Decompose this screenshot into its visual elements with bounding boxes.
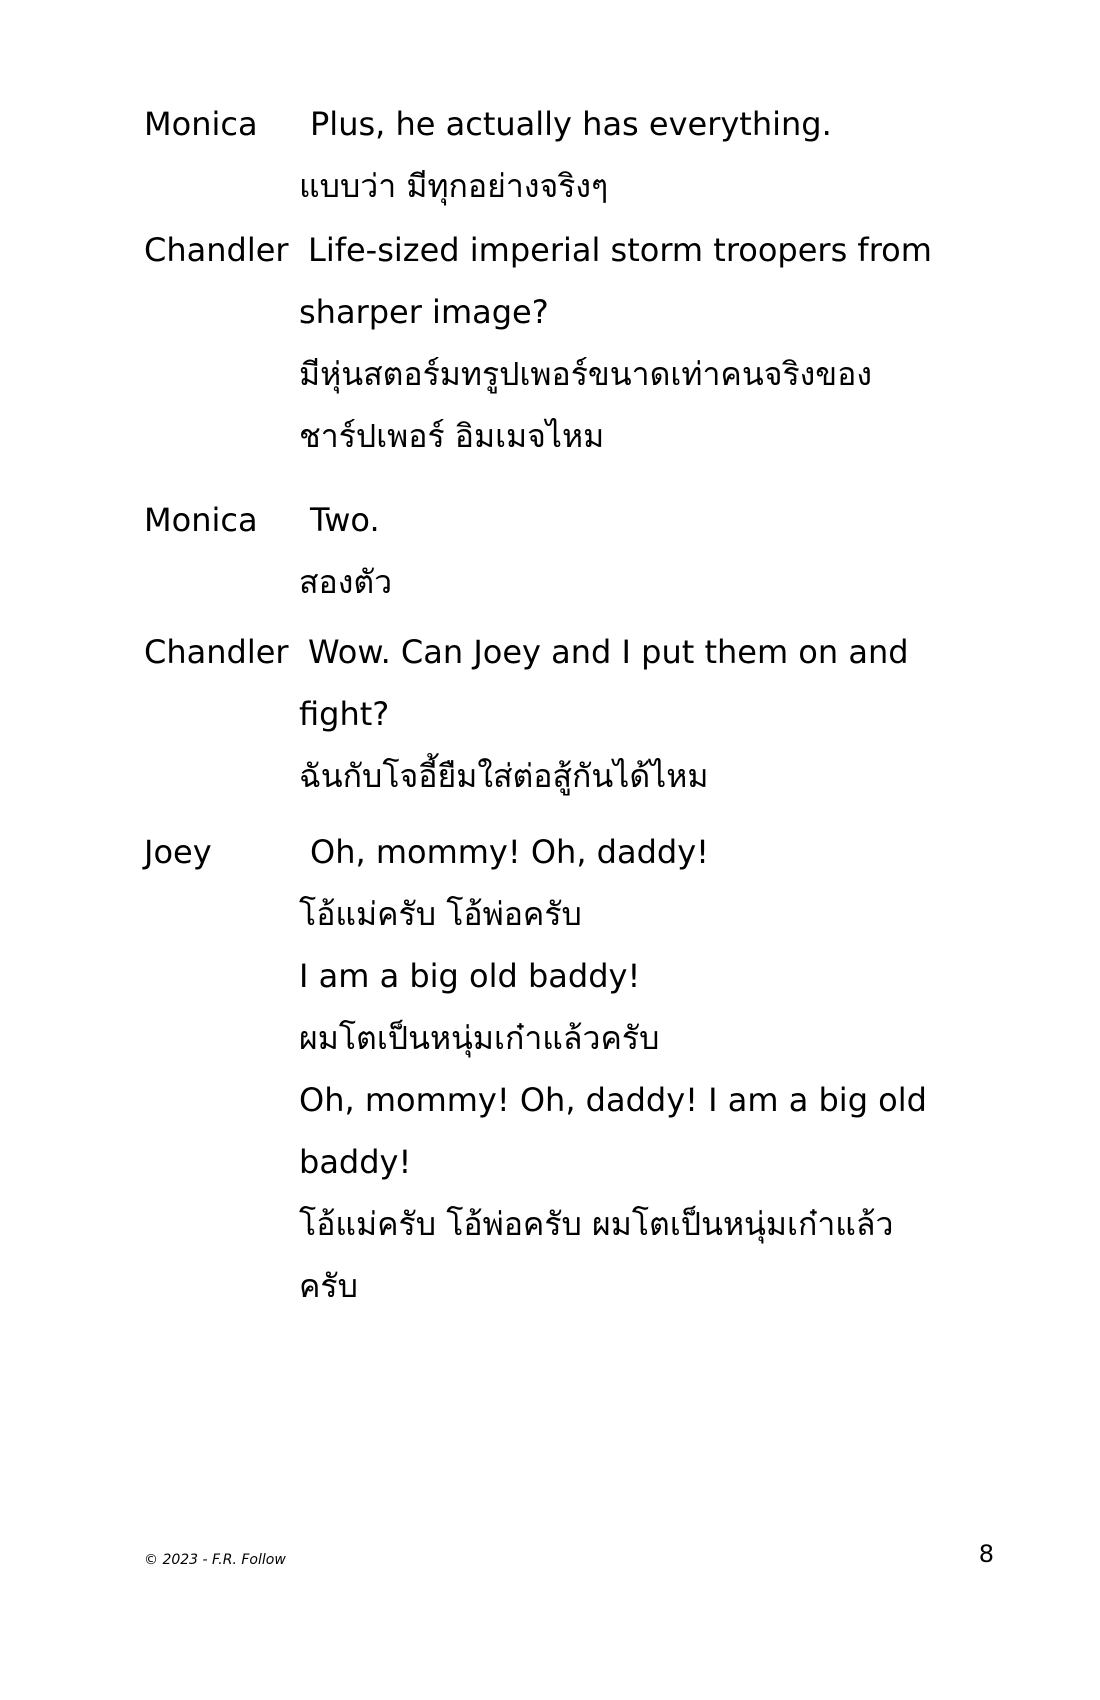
dialogue-line: แบบว่า มีทุกอย่างจริงๆ (299, 167, 609, 205)
dialogue-line: sharper image? (299, 293, 549, 331)
dialogue-line: ชาร์ปเพอร์ อิมเมจไหม (299, 417, 605, 455)
dialogue-line: ครับ (299, 1267, 358, 1305)
dialogue-line: สองตัว (299, 563, 393, 601)
speaker-name: Chandler (144, 633, 289, 671)
page-number: 8 (978, 1540, 994, 1568)
dialogue-line: โอ้แม่ครับ โอ้พ่อครับ ผมโตเป็นหนุ่มเก๋าแล้ว (299, 1205, 894, 1243)
dialogue-line: Wow. Can Joey and I put them on and (308, 633, 909, 671)
dialogue-line: I am a big old baddy! (299, 957, 641, 995)
dialogue-line: Oh, mommy! Oh, daddy! (310, 833, 709, 871)
dialogue-line: Oh, mommy! Oh, daddy! I am a big old (299, 1081, 927, 1119)
speaker-name: Joey (144, 833, 212, 871)
dialogue-line: Plus, he actually has everything. (310, 105, 832, 143)
copyright-notice: © 2023 - F.R. Follow (144, 1552, 286, 1568)
dialogue-line: Two. (310, 501, 380, 539)
speaker-name: Chandler (144, 231, 289, 269)
dialogue-line: baddy! (299, 1143, 412, 1181)
dialogue-line: ผมโตเป็นหนุ่มเก๋าแล้วครับ (299, 1019, 660, 1057)
dialogue-line: มีหุ่นสตอร์มทรูปเพอร์ขนาดเท่าคนจริงของ (299, 355, 872, 393)
dialogue-line: fight? (299, 695, 390, 733)
dialogue-line: โอ้แม่ครับ โอ้พ่อครับ (299, 895, 582, 933)
dialogue-line: ฉันกับโจอี้ยืมใส่ต่อสู้กันได้ไหม (299, 757, 709, 795)
speaker-name: Monica (144, 501, 258, 539)
dialogue-line: Life-sized imperial storm troopers from (308, 231, 932, 269)
speaker-name: Monica (144, 105, 258, 143)
